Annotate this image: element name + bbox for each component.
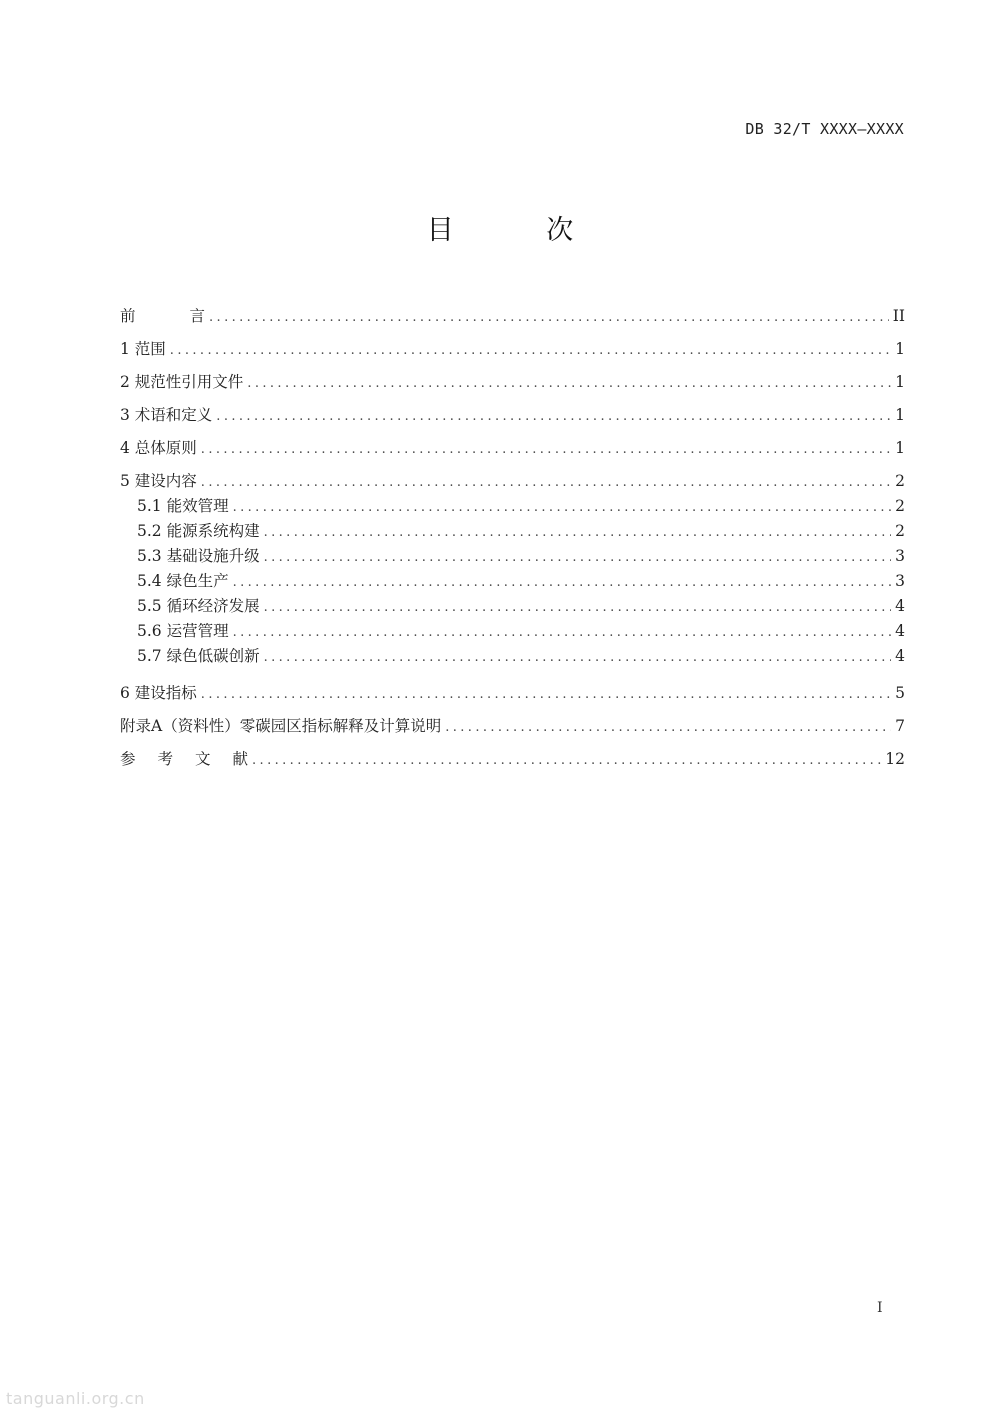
toc-subentry[interactable]: [120, 494, 905, 519]
page-number: I: [877, 1300, 883, 1316]
toc-entry-page: II: [892, 307, 905, 325]
toc-entry-label: 1 范围: [120, 340, 166, 358]
toc-subentry[interactable]: [120, 544, 905, 569]
toc-entry-label: 5.3 基础设施升级: [137, 547, 260, 565]
toc-subentry[interactable]: [120, 569, 905, 594]
toc-entry-label: 5.7 绿色低碳创新: [137, 647, 260, 665]
toc-entry-page: 1: [895, 406, 905, 424]
toc-entry[interactable]: [120, 743, 905, 776]
toc-entry-label: 5.4 绿色生产: [137, 572, 229, 590]
dot-leader: [209, 301, 889, 334]
toc-entry-label: 5.5 循环经济发展: [137, 597, 260, 615]
document-code: DB 32/T XXXX—XXXX: [745, 120, 904, 138]
dot-leader: [170, 334, 891, 367]
dot-leader: [264, 595, 892, 620]
toc-entry-page: 2: [895, 472, 905, 490]
toc-entry-label: 5.6 运营管理: [137, 622, 229, 640]
toc-subentry[interactable]: [120, 644, 905, 669]
dot-leader: [233, 620, 892, 645]
toc-entry[interactable]: [120, 432, 905, 465]
toc-entry-label: 5.1 能效管理: [137, 497, 229, 515]
watermark: tanguanli.org.cn: [6, 1389, 145, 1408]
toc-entry-page: 1: [895, 340, 905, 358]
toc-entry-page: 1: [895, 373, 905, 391]
toc-entry[interactable]: [120, 366, 905, 399]
dot-leader: [233, 495, 892, 520]
toc-entry-page: 2: [895, 497, 905, 515]
toc-entry-label: 参考文献: [120, 750, 271, 768]
toc-entry[interactable]: [120, 677, 905, 710]
toc-entry[interactable]: [120, 300, 905, 333]
toc-entry[interactable]: [120, 333, 905, 366]
page-title: 目 次: [426, 215, 616, 246]
dot-leader: [247, 367, 891, 400]
toc-entry-page: 7: [895, 717, 905, 735]
toc-subentry[interactable]: [120, 519, 905, 544]
dot-leader: [264, 520, 892, 545]
dot-leader: [201, 433, 891, 466]
toc-entry[interactable]: [120, 399, 905, 432]
toc-entry-page: 5: [895, 684, 905, 702]
toc-entry-label: 6 建设指标: [120, 684, 197, 702]
toc-subentry[interactable]: [120, 594, 905, 619]
toc-entry-label: 附录A（资料性）零碳园区指标解释及计算说明: [120, 717, 442, 735]
dot-leader: [201, 678, 891, 711]
dot-leader: [264, 645, 892, 670]
toc-entry-label: 2 规范性引用文件: [120, 373, 244, 391]
toc-entry-label: 4 总体原则: [120, 439, 197, 457]
toc-entry[interactable]: [120, 710, 905, 743]
dot-leader: [252, 744, 881, 777]
table-of-contents: [120, 300, 905, 776]
toc-entry-page: 3: [895, 572, 905, 590]
dot-leader: [233, 570, 892, 595]
toc-entry-label: 3 术语和定义: [120, 406, 213, 424]
dot-leader: [216, 400, 891, 433]
toc-entry-label: 5.2 能源系统构建: [137, 522, 260, 540]
toc-entry-page: 4: [895, 622, 905, 640]
toc-subentry[interactable]: [120, 619, 905, 644]
toc-entry[interactable]: [120, 465, 905, 498]
toc-entry-page: 4: [895, 647, 905, 665]
dot-leader: [445, 711, 891, 744]
toc-entry-page: 1: [895, 439, 905, 457]
toc-entry-label: 前言: [120, 307, 260, 325]
toc-entry-page: 4: [895, 597, 905, 615]
toc-entry-label: 5 建设内容: [120, 472, 197, 490]
toc-entry-page: 2: [895, 522, 905, 540]
dot-leader: [264, 545, 892, 570]
toc-entry-page: 3: [895, 547, 905, 565]
toc-entry-page: 12: [885, 750, 905, 768]
